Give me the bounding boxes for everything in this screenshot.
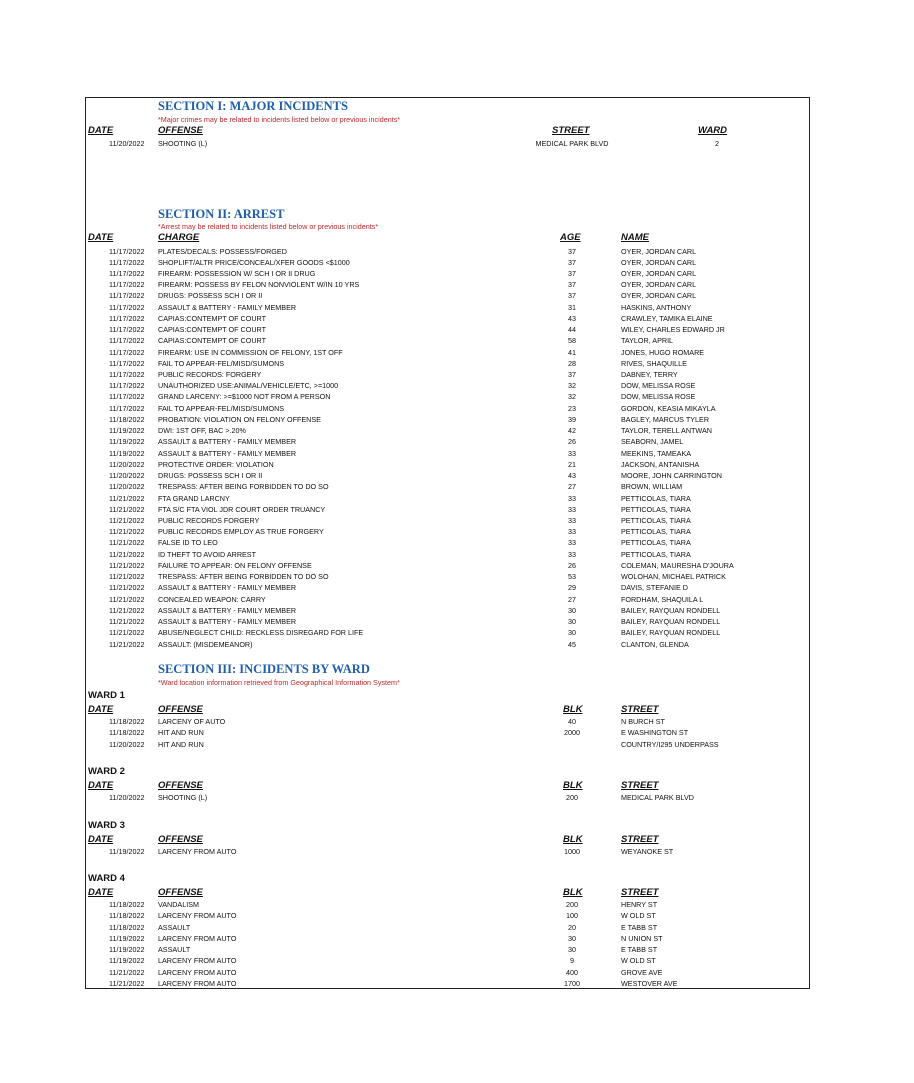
arrest-charge: ASSAULT & BATTERY - FAMILY MEMBER xyxy=(158,448,297,458)
ward-incident-street: E WASHINGTON ST xyxy=(621,728,689,738)
arrest-age: 39 xyxy=(568,414,576,424)
arrest-age: 43 xyxy=(568,313,576,323)
arrest-date: 11/17/2022 xyxy=(109,268,145,278)
table-row xyxy=(86,358,806,369)
arrest-name: MOORE, JOHN CARRINGTON xyxy=(621,471,722,481)
table-row xyxy=(86,967,806,978)
arrest-age: 37 xyxy=(568,291,576,301)
arrest-name: PETTICOLAS, TIARA xyxy=(621,504,691,514)
arrest-charge: FIREARM: USE IN COMMISSION OF FELONY, 1ST OFF xyxy=(158,347,343,357)
arrest-charge: ASSAULT & BATTERY - FAMILY MEMBER xyxy=(158,583,297,593)
table-row xyxy=(86,605,806,616)
table-row xyxy=(86,933,806,944)
arrest-age: 27 xyxy=(568,594,576,604)
arrest-name: BROWN, WILLIAM xyxy=(621,482,683,492)
section-2-date-header: DATE xyxy=(88,232,114,243)
arrest-charge: FIREARM: POSSESS BY FELON NONVIOLENT W/IN 10 YRS xyxy=(158,280,360,290)
ward-incident-offense: LARCENY OF AUTO xyxy=(158,717,226,726)
arrest-age: 53 xyxy=(568,572,576,582)
arrest-date: 11/21/2022 xyxy=(109,605,145,615)
table-row xyxy=(86,380,806,391)
arrest-date: 11/21/2022 xyxy=(109,617,145,627)
arrest-name: BAILEY, RAYQUAN RONDELL xyxy=(621,617,721,627)
table-row xyxy=(86,246,806,257)
table-row xyxy=(86,279,806,290)
section-3-note: *Ward location information retrieved from Geographical Information System* xyxy=(158,678,400,687)
ward-incident-offense: LARCENY FROM AUTO xyxy=(158,956,237,966)
arrest-date: 11/17/2022 xyxy=(109,302,145,312)
arrest-charge: ASSAULT & BATTERY - FAMILY MEMBER xyxy=(158,302,297,312)
arrest-age: 32 xyxy=(568,381,576,391)
ward-incident-block: 400 xyxy=(566,967,578,977)
ward-incident-date: 11/19/2022 xyxy=(109,945,145,954)
table-row xyxy=(86,571,806,582)
arrest-date: 11/21/2022 xyxy=(109,527,145,537)
table-row xyxy=(86,639,806,650)
ward-blk-header: BLK xyxy=(563,704,583,715)
ward-incident-offense: LARCENY FROM AUTO xyxy=(158,967,237,977)
arrest-date: 11/17/2022 xyxy=(109,291,145,301)
table-row xyxy=(86,922,806,933)
ward-incident-date: 11/21/2022 xyxy=(109,978,145,988)
ward-incident-block: 30 xyxy=(568,933,576,943)
arrest-date: 11/21/2022 xyxy=(109,639,145,649)
arrest-name: DAVIS, STEFANIE D xyxy=(621,583,688,593)
ward-incident-offense: VANDALISM xyxy=(158,900,200,909)
ward-incident-date: 11/18/2022 xyxy=(109,900,145,909)
table-row xyxy=(86,268,806,279)
arrest-name: GORDON, KEASIA MIKAYLA xyxy=(621,403,716,413)
arrest-name: JACKSON, ANTANISHA xyxy=(621,459,700,469)
arrest-charge: DRUGS: POSSESS SCH I OR II xyxy=(158,291,263,301)
table-row xyxy=(86,537,806,548)
table-row xyxy=(86,302,806,313)
arrest-age: 44 xyxy=(568,325,576,335)
arrest-charge: SHOPLIFT/ALTR PRICE/CONCEAL/XFER GOODS <$1000 xyxy=(158,257,350,267)
arrest-charge: PLATES/DECALS: POSSESS/FORGED xyxy=(158,246,287,256)
arrest-date: 11/21/2022 xyxy=(109,549,145,559)
table-row xyxy=(86,493,806,504)
table-row xyxy=(86,846,806,857)
ward-incident-date: 11/18/2022 xyxy=(109,922,145,932)
arrest-name: PETTICOLAS, TIARA xyxy=(621,493,691,503)
arrest-date: 11/21/2022 xyxy=(109,594,145,604)
arrest-age: 33 xyxy=(568,527,576,537)
ward-incident-street: E TABB ST xyxy=(621,945,658,954)
arrest-charge: DRUGS: POSSESS SCH I OR II xyxy=(158,471,263,481)
ward-incident-block: 1700 xyxy=(564,978,580,988)
ward-incident-offense: ASSAULT xyxy=(158,922,191,932)
arrest-date: 11/17/2022 xyxy=(109,358,145,368)
ward-date-header: DATE xyxy=(88,704,114,715)
table-row xyxy=(86,515,806,526)
arrest-charge: ASSAULT & BATTERY - FAMILY MEMBER xyxy=(158,437,297,447)
arrest-charge: FAIL TO APPEAR-FEL/MISD/SUMONS xyxy=(158,358,285,368)
arrest-date: 11/17/2022 xyxy=(109,280,145,290)
arrest-date: 11/17/2022 xyxy=(109,246,145,256)
arrest-date: 11/20/2022 xyxy=(109,459,145,469)
arrest-name: OYER, JORDAN CARL xyxy=(621,268,697,278)
arrest-charge: PUBLIC RECORDS: FORGERY xyxy=(158,370,262,380)
ward-incident-offense: ASSAULT xyxy=(158,945,191,954)
table-row xyxy=(86,739,806,750)
arrest-charge: ASSAULT & BATTERY - FAMILY MEMBER xyxy=(158,605,297,615)
arrest-date: 11/21/2022 xyxy=(109,493,145,503)
incident-offense: SHOOTING (L) xyxy=(158,139,208,148)
arrest-name: TAYLOR, TERELL ANTWAN xyxy=(621,426,712,436)
arrest-charge: TRESPASS: AFTER BEING FORBIDDEN TO DO SO xyxy=(158,572,329,582)
ward-incident-street: WESTOVER AVE xyxy=(621,978,678,988)
arrest-date: 11/20/2022 xyxy=(109,482,145,492)
ward-incident-street: GROVE AVE xyxy=(621,967,663,977)
ward-incident-date: 11/18/2022 xyxy=(109,911,145,921)
ward-incident-block: 30 xyxy=(568,945,576,954)
arrest-date: 11/21/2022 xyxy=(109,560,145,570)
table-row xyxy=(86,335,806,346)
arrest-date: 11/17/2022 xyxy=(109,313,145,323)
table-row xyxy=(86,347,806,358)
arrest-name: OYER, JORDAN CARL xyxy=(621,291,697,301)
arrest-name: WILEY, CHARLES EDWARD JR xyxy=(621,325,725,335)
arrest-name: SEABORN, JAMEL xyxy=(621,437,684,447)
arrest-charge: ABUSE/NEGLECT CHILD: RECKLESS DISREGARD FOR LIFE xyxy=(158,628,364,638)
arrest-date: 11/21/2022 xyxy=(109,583,145,593)
arrest-charge: ASSAULT & BATTERY - FAMILY MEMBER xyxy=(158,617,297,627)
ward-blk-header: BLK xyxy=(563,834,583,845)
arrest-age: 41 xyxy=(568,347,576,357)
arrest-age: 33 xyxy=(568,448,576,458)
arrest-charge: PROBATION: VIOLATION ON FELONY OFFENSE xyxy=(158,414,321,424)
arrest-age: 58 xyxy=(568,336,576,346)
ward-incident-date: 11/19/2022 xyxy=(109,956,145,966)
table-row xyxy=(86,792,806,803)
arrest-name: WOLOHAN, MICHAEL PATRICK xyxy=(621,572,726,582)
table-row xyxy=(86,582,806,593)
arrest-date: 11/17/2022 xyxy=(109,403,145,413)
table-row xyxy=(86,899,806,910)
arrest-charge: PUBLIC RECORDS FORGERY xyxy=(158,516,260,526)
table-row xyxy=(86,955,806,966)
arrest-age: 30 xyxy=(568,605,576,615)
arrest-name: PETTICOLAS, TIARA xyxy=(621,549,691,559)
table-row xyxy=(86,978,806,989)
ward-street-header: STREET xyxy=(621,704,659,715)
ward-incident-block: 20 xyxy=(568,922,576,932)
ward-incident-street: MEDICAL PARK BLVD xyxy=(621,793,694,802)
arrest-age: 31 xyxy=(568,302,576,312)
ward-incident-offense: LARCENY FROM AUTO xyxy=(158,911,237,921)
arrest-age: 45 xyxy=(568,639,576,649)
arrest-age: 30 xyxy=(568,617,576,627)
arrest-date: 11/17/2022 xyxy=(109,325,145,335)
section-1-date-header: DATE xyxy=(88,125,114,136)
ward-incident-date: 11/18/2022 xyxy=(109,728,145,738)
arrest-charge: ASSAULT: (MISDEMEANOR) xyxy=(158,639,253,649)
section-2-name-header: NAME xyxy=(621,232,649,243)
ward-incident-date: 11/19/2022 xyxy=(109,933,145,943)
table-row xyxy=(86,138,806,149)
section-1-note: *Major crimes may be related to incidents listed below or previous incidents* xyxy=(158,115,401,124)
arrest-date: 11/21/2022 xyxy=(109,504,145,514)
arrest-age: 33 xyxy=(568,504,576,514)
arrest-age: 23 xyxy=(568,403,576,413)
arrest-name: DOW, MELISSA ROSE xyxy=(621,392,696,402)
arrest-date: 11/17/2022 xyxy=(109,257,145,267)
arrest-age: 42 xyxy=(568,426,576,436)
arrest-name: PETTICOLAS, TIARA xyxy=(621,527,691,537)
arrest-name: DOW, MELISSA ROSE xyxy=(621,381,696,391)
table-row xyxy=(86,944,806,955)
ward-incident-offense: LARCENY FROM AUTO xyxy=(158,978,237,988)
arrest-date: 11/17/2022 xyxy=(109,347,145,357)
ward-incident-offense: SHOOTING (L) xyxy=(158,793,208,802)
ward-incident-street: WEYANOKE ST xyxy=(621,847,674,856)
arrest-name: FORDHAM, SHAQUILA L xyxy=(621,594,704,604)
ward-incident-date: 11/21/2022 xyxy=(109,967,145,977)
arrest-date: 11/19/2022 xyxy=(109,437,145,447)
arrest-name: PETTICOLAS, TIARA xyxy=(621,516,691,526)
ward-incident-block: 9 xyxy=(570,956,574,966)
arrest-name: RIVES, SHAQUILLE xyxy=(621,358,687,368)
table-row xyxy=(86,403,806,414)
ward-incident-offense: LARCENY FROM AUTO xyxy=(158,933,237,943)
section-2-title: SECTION II: ARREST xyxy=(158,207,285,221)
ward-incident-date: 11/20/2022 xyxy=(109,793,145,802)
ward-heading: WARD 3 xyxy=(88,820,125,831)
arrest-age: 37 xyxy=(568,246,576,256)
arrest-age: 33 xyxy=(568,516,576,526)
arrest-charge: CONCEALED WEAPON: CARRY xyxy=(158,594,266,604)
report-page xyxy=(85,97,810,989)
arrest-charge: CAPIAS:CONTEMPT OF COURT xyxy=(158,336,266,346)
arrest-name: DABNEY, TERRY xyxy=(621,370,678,380)
arrest-age: 30 xyxy=(568,628,576,638)
ward-incident-block: 2000 xyxy=(564,728,580,738)
ward-incident-street: W OLD ST xyxy=(621,911,656,921)
arrest-age: 33 xyxy=(568,538,576,548)
arrest-date: 11/21/2022 xyxy=(109,572,145,582)
table-row xyxy=(86,436,806,447)
table-row xyxy=(86,425,806,436)
arrest-charge: FIREARM: POSSESSION W/ SCH I OR II DRUG xyxy=(158,268,316,278)
table-row xyxy=(86,716,806,727)
arrest-date: 11/17/2022 xyxy=(109,381,145,391)
arrest-age: 27 xyxy=(568,482,576,492)
arrest-date: 11/17/2022 xyxy=(109,370,145,380)
ward-incident-street: N BURCH ST xyxy=(621,717,665,726)
table-row xyxy=(86,481,806,492)
ward-incident-block: 200 xyxy=(566,793,578,802)
ward-heading: WARD 2 xyxy=(88,766,125,777)
arrest-date: 11/17/2022 xyxy=(109,392,145,402)
table-row xyxy=(86,594,806,605)
arrest-name: PETTICOLAS, TIARA xyxy=(621,538,691,548)
arrest-name: OYER, JORDAN CARL xyxy=(621,280,697,290)
arrest-charge: FALSE ID TO LEO xyxy=(158,538,218,548)
ward-incident-block: 1000 xyxy=(564,847,580,856)
arrest-charge: FAILURE TO APPEAR: ON FELONY OFFENSE xyxy=(158,560,312,570)
arrest-age: 21 xyxy=(568,459,576,469)
arrest-age: 26 xyxy=(568,560,576,570)
arrest-charge: DWI: 1ST OFF, BAC >.20% xyxy=(158,426,246,436)
section-2-note: *Arrest may be related to incidents listed below or previous incidents* xyxy=(158,222,379,231)
ward-offense-header: OFFENSE xyxy=(158,834,203,845)
ward-date-header: DATE xyxy=(88,887,114,898)
ward-incident-block: 200 xyxy=(566,900,578,909)
section-2-charge-header: CHARGE xyxy=(158,232,200,243)
ward-incident-date: 11/19/2022 xyxy=(109,847,145,856)
arrest-name: OYER, JORDAN CARL xyxy=(621,246,697,256)
arrest-charge: CAPIAS:CONTEMPT OF COURT xyxy=(158,313,266,323)
ward-street-header: STREET xyxy=(621,887,659,898)
table-row xyxy=(86,290,806,301)
incident-street: MEDICAL PARK BLVD xyxy=(535,139,609,148)
arrest-charge: FTA S/C FTA VIOL JDR COURT ORDER TRUANCY xyxy=(158,504,326,514)
arrest-name: HASKINS, ANTHONY xyxy=(621,302,692,312)
table-row xyxy=(86,526,806,537)
arrest-date: 11/21/2022 xyxy=(109,628,145,638)
arrest-date: 11/20/2022 xyxy=(109,471,145,481)
arrest-name: TAYLOR, APRIL xyxy=(621,336,674,346)
ward-incident-street: N UNION ST xyxy=(621,933,663,943)
ward-heading: WARD 4 xyxy=(88,873,125,884)
table-row xyxy=(86,391,806,402)
arrest-date: 11/18/2022 xyxy=(109,414,145,424)
table-row xyxy=(86,727,806,738)
ward-incident-street: HENRY ST xyxy=(621,900,658,909)
arrest-charge: ID THEFT TO AVOID ARREST xyxy=(158,549,256,559)
ward-incident-offense: LARCENY FROM AUTO xyxy=(158,847,237,856)
table-row xyxy=(86,369,806,380)
ward-incident-block: 40 xyxy=(568,717,576,726)
arrest-age: 33 xyxy=(568,549,576,559)
ward-incident-date: 11/18/2022 xyxy=(109,717,145,726)
table-row xyxy=(86,257,806,268)
arrest-charge: CAPIAS:CONTEMPT OF COURT xyxy=(158,325,266,335)
ward-incident-offense: HIT AND RUN xyxy=(158,728,204,738)
table-row xyxy=(86,549,806,560)
ward-street-header: STREET xyxy=(621,834,659,845)
section-1-offense-header: OFFENSE xyxy=(158,125,203,136)
arrest-name: BAILEY, RAYQUAN RONDELL xyxy=(621,605,721,615)
ward-heading: WARD 1 xyxy=(88,690,125,701)
ward-incident-date: 11/20/2022 xyxy=(109,739,145,749)
arrest-charge: TRESPASS: AFTER BEING FORBIDDEN TO DO SO xyxy=(158,482,329,492)
section-1-ward-header: WARD xyxy=(698,125,728,136)
section-3-title: SECTION III: INCIDENTS BY WARD xyxy=(158,662,370,676)
arrest-age: 26 xyxy=(568,437,576,447)
arrest-charge: PUBLIC RECORDS EMPLOY AS TRUE FORGERY xyxy=(158,527,324,537)
section-1-street-header: STREET xyxy=(552,125,590,136)
ward-incident-street: E TABB ST xyxy=(621,922,658,932)
ward-incident-block: 100 xyxy=(566,911,578,921)
arrest-name: BAILEY, RAYQUAN RONDELL xyxy=(621,628,721,638)
table-row xyxy=(86,910,806,921)
arrest-name: CLANTON, GLENDA xyxy=(621,639,689,649)
arrest-name: OYER, JORDAN CARL xyxy=(621,257,697,267)
ward-blk-header: BLK xyxy=(563,780,583,791)
arrest-name: CRAWLEY, TAMIKA ELAINE xyxy=(621,313,713,323)
arrest-charge: FAIL TO APPEAR-FEL/MISD/SUMONS xyxy=(158,403,285,413)
arrest-age: 37 xyxy=(568,268,576,278)
section-2-age-header: AGE xyxy=(560,232,581,243)
table-row xyxy=(86,459,806,470)
table-row xyxy=(86,627,806,638)
arrest-age: 37 xyxy=(568,370,576,380)
arrest-date: 11/19/2022 xyxy=(109,426,145,436)
arrest-age: 29 xyxy=(568,583,576,593)
ward-incident-offense: HIT AND RUN xyxy=(158,739,204,749)
arrest-age: 33 xyxy=(568,493,576,503)
arrest-date: 11/21/2022 xyxy=(109,538,145,548)
table-row xyxy=(86,448,806,459)
arrest-charge: FTA GRAND LARCNY xyxy=(158,493,230,503)
arrest-charge: GRAND LARCENY: >=$1000 NOT FROM A PERSON xyxy=(158,392,331,402)
ward-street-header: STREET xyxy=(621,780,659,791)
ward-incident-street: W OLD ST xyxy=(621,956,656,966)
arrest-name: JONES, HUGO ROMARE xyxy=(621,347,705,357)
arrest-date: 11/17/2022 xyxy=(109,336,145,346)
table-row xyxy=(86,504,806,515)
arrest-age: 37 xyxy=(568,280,576,290)
arrest-age: 32 xyxy=(568,392,576,402)
table-row xyxy=(86,560,806,571)
arrest-name: COLEMAN, MAURESHA D'JOURA xyxy=(621,560,734,570)
table-row xyxy=(86,313,806,324)
table-row xyxy=(86,616,806,627)
incident-ward: 2 xyxy=(715,139,719,148)
arrest-charge: PROTECTIVE ORDER: VIOLATION xyxy=(158,459,274,469)
arrest-date: 11/19/2022 xyxy=(109,448,145,458)
ward-date-header: DATE xyxy=(88,834,114,845)
arrest-age: 43 xyxy=(568,471,576,481)
ward-offense-header: OFFENSE xyxy=(158,887,203,898)
ward-offense-header: OFFENSE xyxy=(158,780,203,791)
arrest-name: MEEKINS, TAMEAKA xyxy=(621,448,692,458)
ward-blk-header: BLK xyxy=(563,887,583,898)
arrest-date: 11/21/2022 xyxy=(109,516,145,526)
arrest-age: 28 xyxy=(568,358,576,368)
arrest-charge: UNAUTHORIZED USE:ANIMAL/VEHICLE/ETC, >=1000 xyxy=(158,381,339,391)
ward-offense-header: OFFENSE xyxy=(158,704,203,715)
table-row xyxy=(86,324,806,335)
table-row xyxy=(86,470,806,481)
section-1-title: SECTION I: MAJOR INCIDENTS xyxy=(158,99,348,113)
ward-date-header: DATE xyxy=(88,780,114,791)
table-row xyxy=(86,414,806,425)
ward-incident-street: COUNTRY/I295 UNDERPASS xyxy=(621,739,719,749)
incident-date: 11/20/2022 xyxy=(109,139,145,148)
arrest-name: BAGLEY, MARCUS TYLER xyxy=(621,414,710,424)
arrest-age: 37 xyxy=(568,257,576,267)
